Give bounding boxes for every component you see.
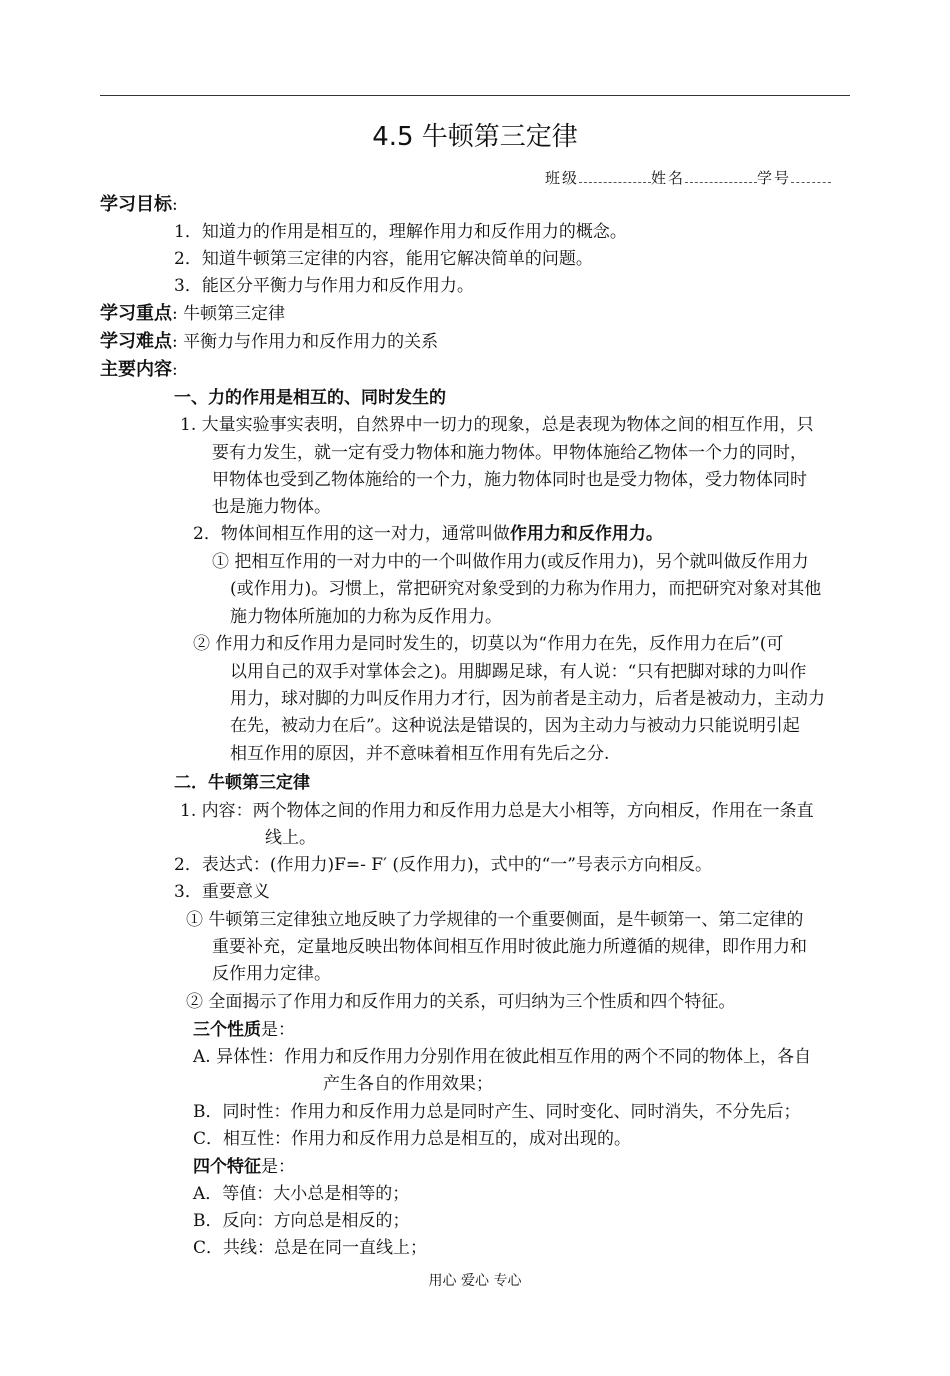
four-features-heading: 四个特征是： [193, 1157, 295, 1177]
section2-heading: 二．牛顿第三定律 [174, 773, 310, 793]
name-blank [685, 168, 757, 183]
s1-c2-line: 相互作用的原因，并不意味着相互作用有先后之分. [230, 744, 610, 764]
header-rule [100, 95, 850, 96]
student-info-line [545, 167, 831, 188]
three-properties-heading: 三个性质是： [193, 1020, 295, 1040]
objective-item: 1．知道力的作用是相互的，理解作用力和反作用力的概念。 [174, 222, 627, 242]
difficulty: 学习难点: 平衡力与作用力和反作用力的关系 [100, 331, 439, 352]
property-b: B．同时性：作用力和反作用力总是同时产生、同时变化、同时消失，不分先后； [193, 1102, 801, 1122]
s1-paragraph-line: 要有力发生，就一定有受力物体和施力物体。甲物体施给乙物体一个力的同时， [212, 443, 807, 463]
s2-content-line: 1. 内容：两个物体之间的作用力和反作用力总是大小相等，方向相反，作用在一条直 [180, 801, 814, 821]
s1-paragraph-line: 也是施力物体。 [212, 497, 331, 517]
name-label: 姓名 [651, 169, 686, 187]
class-label: 班级 [545, 169, 580, 187]
s2-s1-line: 重要补充，定量地反映出物体间相互作用时彼此施力所遵循的规律，即作用力和 [212, 937, 807, 957]
s2-s1-line: ① 牛顿第三定律独立地反映了力学规律的一个重要侧面，是牛顿第一、第二定律的 [186, 910, 804, 930]
objectives-heading: 学习目标: [100, 194, 178, 215]
objective-item: 3．能区分平衡力与作用力和反作用力。 [174, 276, 474, 296]
s2-s1-line: 反作用力定律。 [212, 964, 331, 984]
s1-c2-line: ② 作用力和反作用力是同时发生的，切莫以为“作用力在先，反作用力在后”(可 [193, 634, 784, 654]
s1-point2: 2．物体间相互作用的这一对力，通常叫做作用力和反作用力。 [193, 524, 663, 544]
s1-c2-line: 以用自己的双手对掌体会之)。用脚踢足球，有人说：“只有把脚对球的力叫作 [230, 662, 807, 682]
s1-c2-line: 在先，被动力在后”。这种说法是错误的，因为主动力与被动力只能说明引起 [230, 716, 800, 736]
s2-s2-line: ② 全面揭示了作用力和反作用力的关系，可归纳为三个性质和四个特征。 [186, 992, 736, 1012]
s2-expression: 2．表达式：(作用力)F=- F′ (反作用力)，式中的“一”号表示方向相反。 [174, 855, 712, 875]
property-a-line: 产生各自的作用效果； [323, 1074, 493, 1094]
s2-significance: 3．重要意义 [174, 882, 270, 902]
feature-b: B．反向：方向总是相反的； [193, 1211, 410, 1231]
main-content-heading: 主要内容: [100, 359, 178, 380]
property-c: C．相互性：作用力和反作用力总是相互的，成对出现的。 [193, 1129, 632, 1149]
s2-content-line: 线上。 [265, 828, 316, 848]
s1-c1-line: 施力物体所施加的力称为反作用力。 [230, 607, 502, 627]
s1-c1-line: ① 把相互作用的一对力中的一个叫做作用力(或反作用力)，另个就叫做反作用力 [212, 552, 809, 572]
s1-paragraph-line: 1. 大量实验事实表明，自然界中一切力的现象，总是表现为物体之间的相互作用，只 [180, 415, 814, 435]
key-point: 学习重点: 牛顿第三定律 [100, 303, 286, 324]
number-label: 学号 [757, 169, 792, 187]
s1-paragraph-line: 甲物体也受到乙物体施给的一个力，施力物体同时也是受力物体，受力物体同时 [212, 470, 807, 490]
property-a-line: A. 异体性：作用力和反作用力分别作用在彼此相互作用的两个不同的物体上，各自 [193, 1047, 812, 1067]
objective-item: 2．知道牛顿第三定律的内容，能用它解决简单的问题。 [174, 249, 593, 269]
number-blank [791, 168, 831, 183]
page-footer: 用心 爱心 专心 [428, 1273, 522, 1289]
section1-heading: 一、力的作用是相互的、同时发生的 [174, 388, 446, 408]
feature-a: A．等值：大小总是相等的； [193, 1184, 410, 1204]
page-title: 4.5 牛顿第三定律 [372, 122, 578, 152]
s1-c1-line: (或作用力)。习惯上，常把研究对象受到的力称为作用力，而把研究对象对其他 [230, 579, 822, 599]
s1-c2-line: 用力，球对脚的力叫反作用力才行，因为前者是主动力，后者是被动力，主动力 [230, 689, 825, 709]
class-blank [579, 168, 651, 183]
feature-c: C．共线：总是在同一直线上； [193, 1238, 428, 1258]
